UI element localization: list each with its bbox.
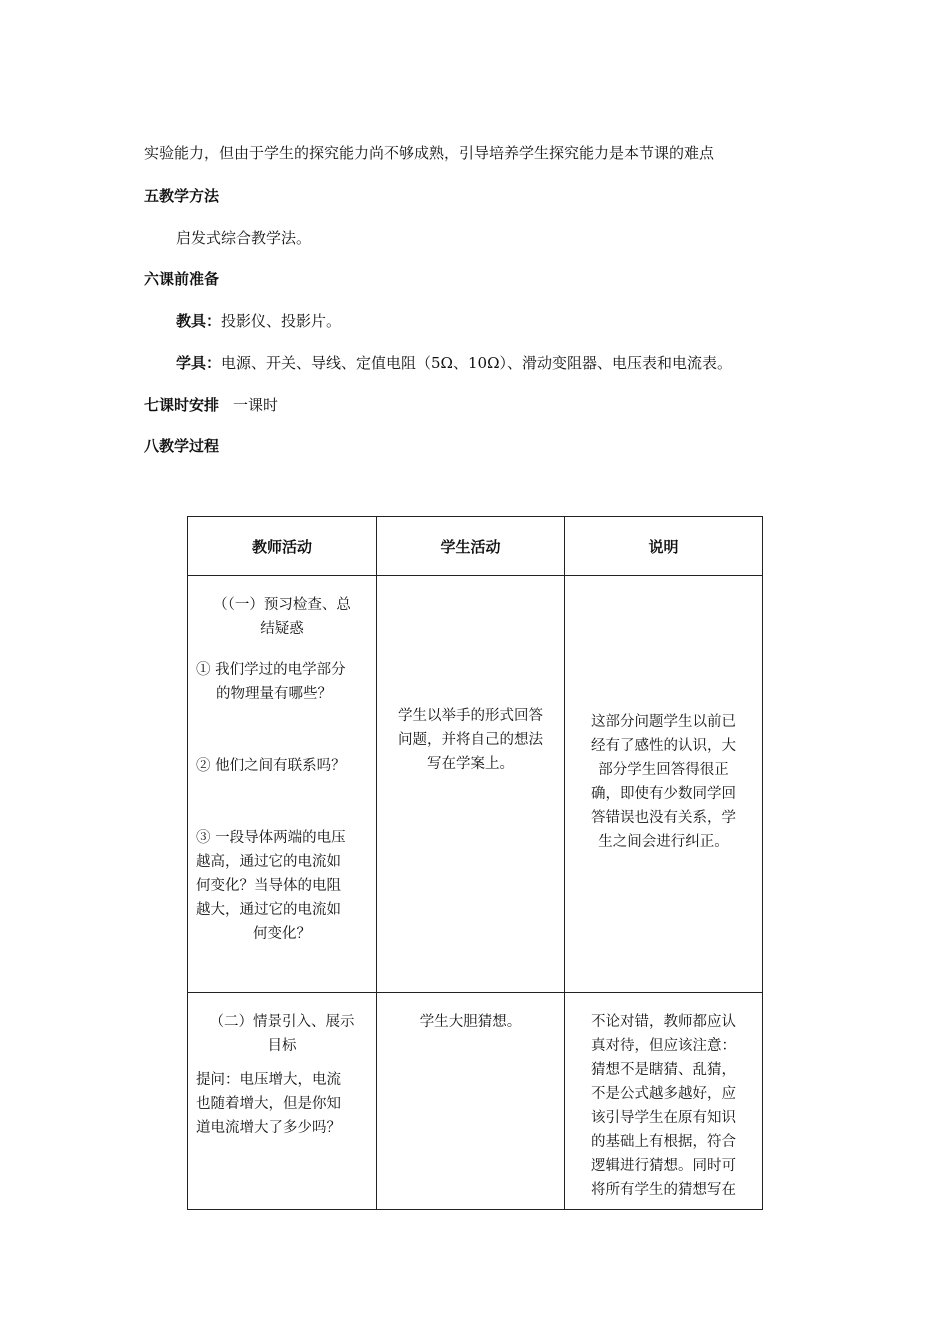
row2-student-cell	[377, 993, 565, 1210]
row2-note-line1: 不论对错，教师都应认	[591, 1014, 736, 1030]
teacher-materials	[176, 311, 341, 331]
row2-note-line3: 猜想不是瞎猜、乱猜，	[591, 1062, 736, 1078]
row1-title-line2: 结疑惑	[260, 621, 304, 637]
teaching-method-text: 启发式综合教学法。	[176, 229, 312, 247]
heading-schedule: 七课时安排	[144, 396, 220, 414]
row1-teacher-cell	[188, 576, 377, 993]
row2-question-line3: 道电流增大了多少吗？	[196, 1120, 341, 1136]
header-teacher-activity: 教师活动	[188, 517, 377, 576]
row2-note-line8: 将所有学生的猜想写在	[591, 1182, 736, 1198]
student-materials-items: 电源、开关、导线、定值电阻（5Ω、10Ω）、滑动变阻器、电压表和电流表。	[221, 354, 733, 372]
teacher-materials-label: 教具：	[176, 312, 222, 330]
question3-line3: 何变化？当导体的电阻	[196, 878, 341, 894]
table-row	[188, 993, 763, 1210]
row1-note-line6: 生之间会进行纠正。	[598, 834, 729, 850]
row1-student-cell	[377, 576, 565, 993]
student-materials-label: 学具：	[176, 354, 222, 372]
student-materials	[176, 353, 732, 373]
row2-question-line2: 也随着增大，但是你知	[196, 1096, 341, 1112]
row1-note-line1: 这部分问题学生以前已	[591, 714, 736, 730]
row2-notes-cell	[565, 993, 763, 1210]
question3-line4: 越大，通过它的电流如	[196, 902, 341, 918]
row1-note-line4: 确，即使有少数同学回	[591, 786, 736, 802]
row1-note-line2: 经有了感性的认识，大	[591, 738, 736, 754]
row2-teacher-cell	[188, 993, 377, 1210]
heading-teaching-process: 八教学过程	[144, 437, 220, 455]
question3-line1: ③ 一段导体两端的电压	[196, 830, 346, 846]
row2-question-line1: 提问：电压增大，电流	[196, 1072, 341, 1088]
teaching-process-table	[187, 516, 763, 1210]
table-row	[188, 576, 763, 993]
heading-preparation: 六课前准备	[144, 270, 220, 288]
question1-line2: 的物理量有哪些？	[216, 686, 332, 702]
row2-note-line4: 不是公式越多越好，应	[591, 1086, 736, 1102]
intro-line: 实验能力，但由于学生的探究能力尚不够成熟，引导培养学生探究能力是本节课的难点	[144, 144, 715, 162]
row2-note-line2: 真对待，但应该注意：	[591, 1038, 736, 1054]
row2-note-line7: 逻辑进行猜想。同时可	[591, 1158, 736, 1174]
row1-student-line3: 写在学案上。	[427, 756, 514, 772]
row2-note-line6: 的基础上有根据，符合	[591, 1134, 736, 1150]
schedule-line	[144, 395, 278, 415]
question2: ② 他们之间有联系吗？	[196, 758, 346, 774]
row1-notes-cell	[565, 576, 763, 993]
question3-line5: 何变化？	[253, 926, 311, 942]
row1-student-line1: 学生以举手的形式回答	[398, 708, 543, 724]
row1-note-line5: 答错误也没有关系，学	[591, 810, 736, 826]
header-notes: 说明	[565, 517, 763, 576]
heading-teaching-method: 五教学方法	[144, 187, 220, 205]
question1-line1: ① 我们学过的电学部分	[196, 662, 346, 678]
teacher-materials-items: 投影仪、投影片。	[221, 312, 342, 330]
row1-student-line2: 问题，并将自己的想法	[398, 732, 543, 748]
row2-title-line2: 目标	[267, 1038, 297, 1054]
row1-title-line1: （（一）预习检查、总	[213, 597, 351, 613]
schedule-value: 一课时	[233, 396, 279, 414]
table-header-row	[188, 517, 763, 576]
row2-student-text: 学生大胆猜想。	[419, 1014, 522, 1030]
row2-note-line5: 该引导学生在原有知识	[591, 1110, 736, 1126]
row1-note-line3: 部分学生回答得很正	[598, 762, 729, 778]
question3-line2: 越高，通过它的电流如	[196, 854, 341, 870]
row2-title-line1: （二）情景引入、展示	[209, 1014, 355, 1030]
header-student-activity: 学生活动	[377, 517, 565, 576]
